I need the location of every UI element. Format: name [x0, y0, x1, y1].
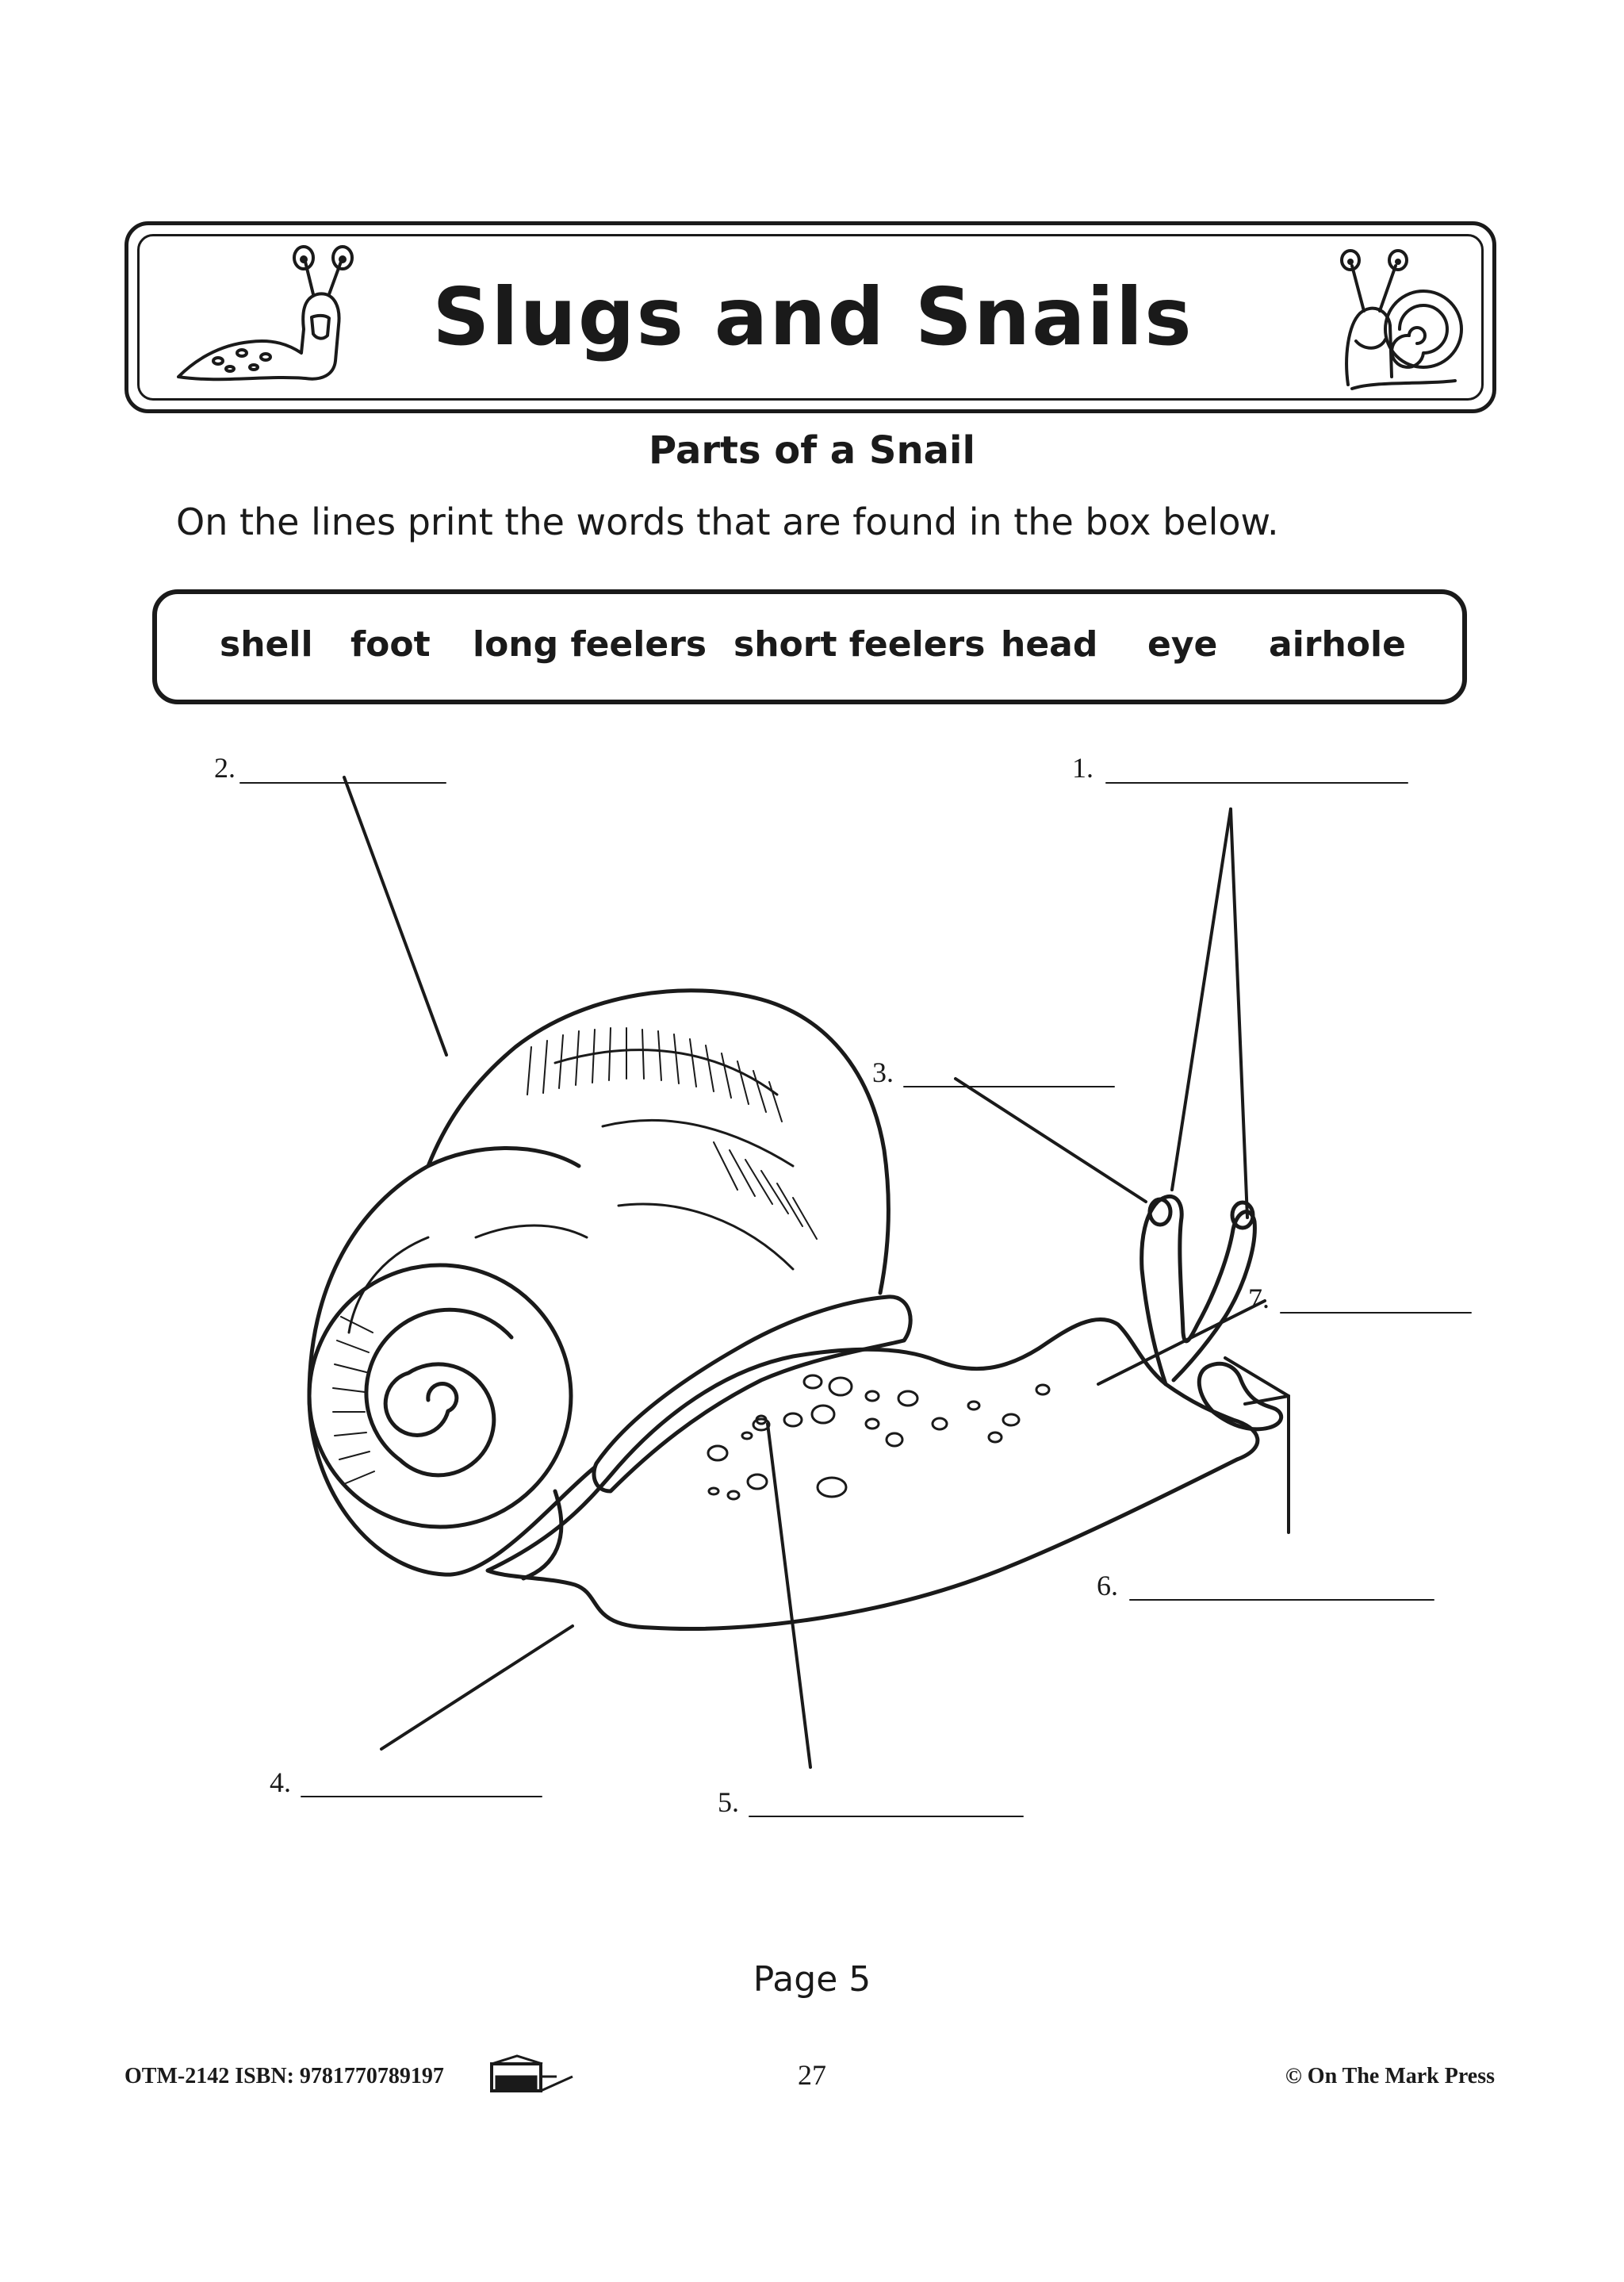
- word-bank-item: foot: [350, 624, 431, 665]
- word-bank-item: shell: [220, 624, 313, 665]
- label-2: 2.: [214, 752, 236, 784]
- word-bank-item: eye: [1147, 624, 1218, 665]
- label-1: 1.: [1072, 752, 1094, 784]
- word-bank-item: long feelers: [473, 624, 707, 665]
- section-subtitle: Parts of a Snail: [649, 428, 975, 473]
- footer-page-number: 27: [798, 2059, 826, 2091]
- word-bank-item: head: [1001, 624, 1098, 665]
- label-4: 4.: [270, 1766, 291, 1798]
- label-3: 3.: [872, 1057, 894, 1088]
- footer-isbn: OTM-2142 ISBN: 9781770789197: [124, 2064, 444, 2088]
- label-7: 7.: [1248, 1283, 1270, 1314]
- label-6: 6.: [1097, 1570, 1118, 1601]
- page-title: Slugs and Snails: [432, 270, 1193, 363]
- word-bank-item: airhole: [1269, 624, 1406, 665]
- instructions: On the lines print the words that are found in the box below.: [176, 501, 1279, 543]
- label-5: 5.: [718, 1786, 739, 1818]
- word-bank-item: short feelers: [733, 624, 986, 665]
- footer-copyright: © On The Mark Press: [1285, 2064, 1495, 2088]
- page-label: Page 5: [753, 1959, 871, 2000]
